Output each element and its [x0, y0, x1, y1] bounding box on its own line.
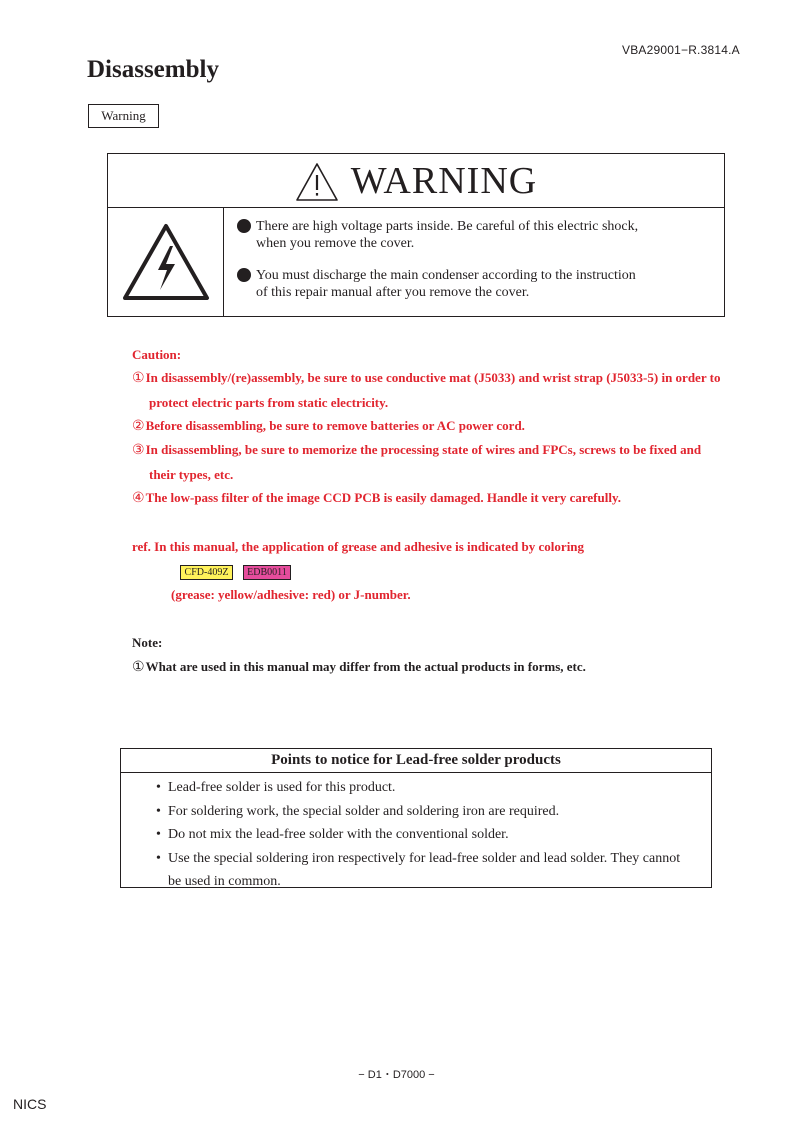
- list-item-text: For soldering work, the special solder and soldering iron are required.: [168, 803, 560, 819]
- page-number: − D1・D7000 −: [358, 1069, 435, 1081]
- list-item: [156, 823, 706, 847]
- caution-item-continuation: their types, etc.: [149, 467, 234, 482]
- lead-free-box: [120, 748, 712, 888]
- caution-item: [132, 370, 720, 387]
- bullet-dot-icon: [237, 268, 251, 282]
- bullet-icon: •: [156, 827, 161, 842]
- warning-box: [107, 153, 725, 317]
- warning-item: [236, 218, 716, 252]
- section-tag: Warning: [88, 104, 159, 128]
- caution-item: [132, 442, 701, 459]
- list-item: [156, 800, 706, 824]
- bullet-icon: •: [156, 803, 161, 819]
- list-item: [156, 776, 706, 800]
- high-voltage-icon: [121, 222, 211, 302]
- list-item: [156, 847, 706, 871]
- caution-item-text: Before disassembling, be sure to remove batteries or AC power cord.: [145, 418, 525, 433]
- warning-item-line: There are high voltage parts inside. Be careful of this electric shock,: [256, 219, 639, 234]
- caution-item-text: In disassembly/(re)assembly, be sure to use conductive mat (J5033) and wrist strap (J5033-5) in order to: [145, 370, 721, 385]
- note-item: [132, 659, 586, 676]
- item-number: ①: [132, 660, 145, 675]
- warning-item-line: You must discharge the main condenser according to the instruction: [256, 268, 636, 283]
- lead-free-list: [156, 776, 706, 894]
- bullet-icon: •: [156, 850, 161, 866]
- item-number: ②: [132, 419, 145, 434]
- page-title: Disassembly: [87, 56, 219, 83]
- bullet-dot-icon: [237, 219, 251, 233]
- footer-company: NICS: [13, 1096, 47, 1112]
- grease-swatch: CFD-409Z: [180, 565, 233, 580]
- ref-legend: (grease: yellow/adhesive: red) or J-number.: [171, 587, 411, 602]
- warning-text: [236, 218, 716, 316]
- note-heading: Note:: [132, 635, 163, 650]
- warning-triangle-icon: [295, 162, 339, 202]
- item-number: ④: [132, 491, 145, 506]
- caution-item-text: The low-pass filter of the image CCD PCB is easily damaged. Handle it very carefully.: [145, 490, 621, 505]
- list-item-continuation: [156, 870, 706, 894]
- caution-item: [132, 490, 621, 507]
- list-item-text: be used in common.: [168, 874, 281, 889]
- warning-icon-cell: [108, 208, 224, 316]
- caution-item-text: In disassembling, be sure to memorize the processing state of wires and FPCs, screws to be fixed and: [145, 442, 702, 457]
- lead-free-title: Points to notice for Lead-free solder products: [121, 749, 711, 773]
- bullet-icon: •: [156, 780, 161, 795]
- list-item-text: Do not mix the lead-free solder with the conventional solder.: [168, 827, 509, 842]
- warning-item: [236, 267, 716, 301]
- warning-header: [108, 154, 724, 208]
- warning-item-line: of this repair manual after you remove the cover.: [256, 285, 530, 300]
- caution-item-continuation: protect electric parts from static electricity.: [149, 395, 389, 410]
- list-item-text: Lead-free solder is used for this product.: [168, 780, 396, 795]
- item-number: ③: [132, 443, 145, 458]
- warning-heading: WARNING: [350, 159, 538, 202]
- ref-line: ref. In this manual, the application of grease and adhesive is indicated by coloring: [132, 539, 585, 554]
- document-code: VBA29001−R.3814.A: [622, 43, 740, 57]
- note-item-text: What are used in this manual may differ from the actual products in forms, etc.: [145, 659, 586, 674]
- caution-heading: Caution:: [132, 347, 182, 362]
- caution-item: [132, 418, 525, 435]
- item-number: ①: [132, 371, 145, 386]
- warning-item-line: when you remove the cover.: [256, 236, 415, 251]
- list-item-text: Use the special soldering iron respectively for lead-free solder and lead solder. They cannot: [168, 850, 681, 866]
- adhesive-swatch: EDB0011: [243, 565, 291, 580]
